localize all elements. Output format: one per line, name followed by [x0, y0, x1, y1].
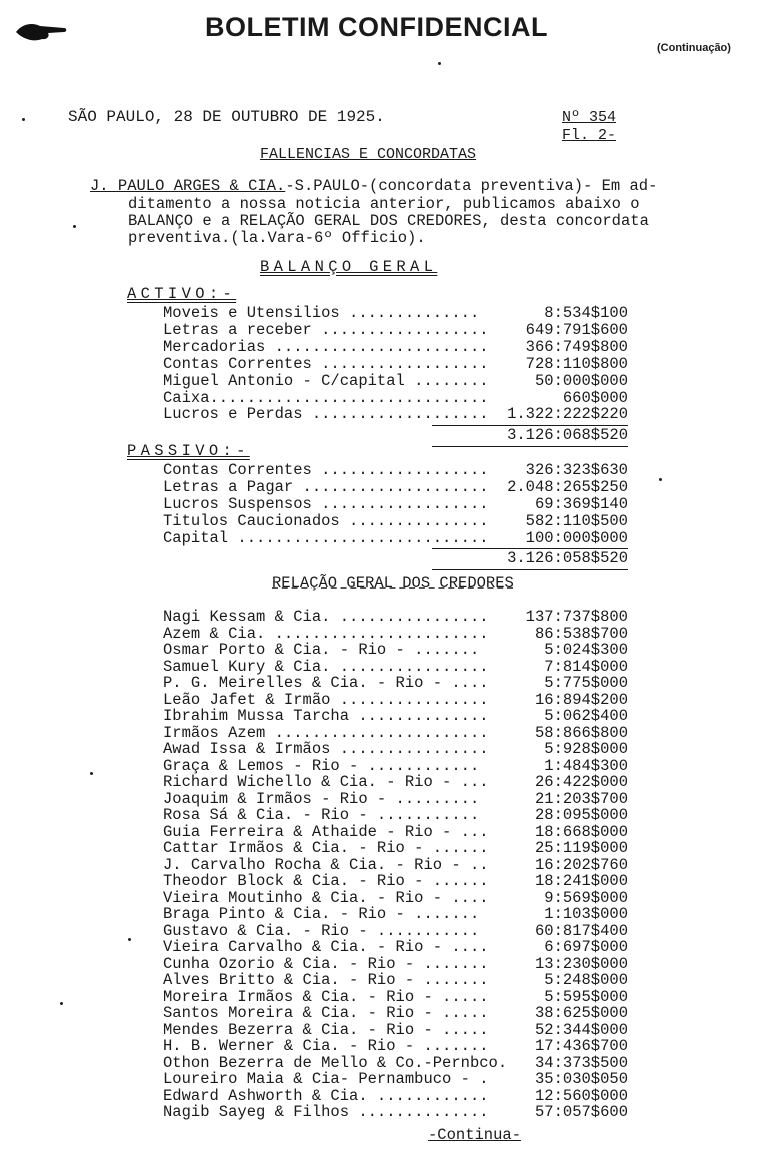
creditor-row: [163, 1055, 628, 1072]
creditor-label: Awad Issa & Irmãos ................: [163, 740, 489, 758]
activo-item-value: 660$000: [562, 388, 628, 407]
activo-heading: ACTIVO:-: [127, 285, 237, 303]
creditor-value: 5:248$000: [544, 971, 628, 989]
creditor-label: J. Carvalho Rocha & Cia. - Rio - ..: [163, 855, 489, 874]
creditor-value: 35:030$050: [534, 1070, 628, 1088]
activo-item-row: [163, 322, 628, 339]
creditor-label: Moreira Irmãos & Cia. - Rio - .....: [163, 987, 489, 1006]
passivo-item-row: [163, 513, 628, 530]
creditor-row: [163, 774, 628, 791]
creditor-value: 18:241$000: [534, 872, 628, 890]
passivo-item-row: [163, 530, 628, 547]
creditor-row: [163, 1071, 628, 1088]
creditor-row: [163, 642, 628, 659]
creditor-row: [163, 1022, 628, 1039]
activo-item-label: Mercadorias .......................: [163, 337, 489, 356]
creditor-label: P. G. Meirelles & Cia. - Rio - ....: [163, 674, 489, 692]
bulletin-title: BOLETIM CONFIDENCIAL: [205, 12, 548, 42]
creditor-row: [163, 708, 628, 725]
creditor-row: [163, 939, 628, 956]
issue-number: Nº 354: [562, 109, 617, 126]
balance-title: BALANÇO GERAL: [260, 258, 438, 276]
creditor-label: Leão Jafet & Irmão ................: [163, 690, 489, 709]
creditor-label: Mendes Bezerra & Cia. - Rio - .....: [163, 1020, 489, 1039]
creditor-label: Ibrahim Mussa Tarcha ..............: [163, 707, 489, 725]
activo-item-row: [163, 356, 628, 373]
creditor-row: [163, 972, 628, 989]
creditor-value: 1:484$300: [544, 756, 628, 775]
activo-item-row: [163, 373, 628, 390]
passivo-item-row: [163, 496, 628, 513]
creditor-label: Cattar Irmãos & Cia. - Rio - ......: [163, 839, 489, 857]
creditor-row: [163, 857, 628, 874]
passivo-item-label: Lucros Suspensos ..................: [163, 494, 489, 513]
activo-item-value: 366:749$800: [525, 337, 628, 356]
creditor-row: [163, 890, 628, 907]
creditor-value: 25:119$000: [534, 839, 628, 857]
creditor-value: 1:103$000: [544, 905, 628, 923]
creditor-label: Vieira Moutinho & Cia. - Rio - ....: [163, 888, 489, 907]
creditor-row: [163, 956, 628, 973]
creditor-label: Vieira Carvalho & Cia. - Rio - ....: [163, 938, 489, 956]
creditor-row: [163, 923, 628, 940]
creditor-row: [163, 791, 628, 808]
creditor-value: 5:595$000: [544, 987, 628, 1006]
activo-item-label: Caixa..............................: [163, 388, 489, 407]
passivo-item-row: [163, 479, 628, 496]
creditor-value: 16:202$760: [534, 855, 628, 874]
passivo-item-value: 326:323$630: [525, 461, 628, 479]
creditor-label: Osmar Porto & Cia. - Rio - .......: [163, 641, 480, 659]
creditor-row: [163, 873, 628, 890]
activo-item-label: Letras a receber ..................: [163, 320, 489, 339]
passivo-item-value: 582:110$500: [525, 511, 628, 530]
passivo-item-label: Letras a Pagar ....................: [163, 477, 489, 496]
activo-item-value: 8:534$100: [544, 304, 628, 322]
section-title: FALLENCIAS E CONCORDATAS: [260, 146, 477, 163]
creditor-value: 60:817$400: [534, 921, 628, 940]
passivo-total: 3.126:058$520: [507, 549, 628, 567]
activo-item-row: [163, 390, 628, 407]
passivo-heading: PASSIVO:-: [127, 442, 250, 460]
company-name: J. PAULO ARGES & CIA.: [90, 177, 286, 195]
creditor-row: [163, 675, 628, 692]
activo-item-row: [163, 406, 628, 423]
creditor-label: Cunha Ozorio & Cia. - Rio - .......: [163, 954, 489, 973]
creditor-value: 6:697$000: [544, 938, 628, 956]
creditor-value: 21:203$700: [534, 789, 628, 808]
creditor-value: 17:436$700: [534, 1037, 628, 1055]
creditor-row: [163, 626, 628, 643]
creditor-value: 57:057$600: [534, 1103, 628, 1121]
passivo-item-row: [163, 462, 628, 479]
continuation-note: (Continuação): [657, 42, 731, 54]
scan-speck: [73, 225, 76, 228]
creditor-label: Samuel Kury & Cia. ................: [163, 657, 489, 676]
creditor-label: Santos Moreira & Cia. - Rio - .....: [163, 1004, 489, 1022]
creditor-value: 7:814$000: [544, 657, 628, 676]
creditor-row: [163, 1104, 628, 1121]
creditor-row: [163, 741, 628, 758]
creditor-value: 52:344$000: [534, 1020, 628, 1039]
passivo-item-label: Capital ...........................: [163, 528, 489, 547]
paragraph-line-4: preventiva.(la.Vara-6º Officio).: [128, 229, 426, 247]
continued-marker: -Continua-: [428, 1126, 522, 1144]
date-line: SÃO PAULO, 28 DE OUTUBRO DE 1925.: [68, 108, 385, 126]
creditors-title: RELAÇÃO GERAL DOS CREDORES: [272, 574, 514, 592]
scan-speck: [128, 938, 131, 941]
passivo-total-double-rule: [432, 569, 628, 570]
creditor-label: H. B. Werner & Cia. - Rio - .......: [163, 1037, 489, 1055]
creditor-value: 58:866$800: [534, 723, 628, 742]
creditor-row: [163, 725, 628, 742]
creditor-value: 13:230$000: [534, 954, 628, 973]
creditor-row: [163, 1038, 628, 1055]
passivo-item-label: Titulos Caucionados ...............: [163, 511, 489, 530]
activo-item-value: 649:791$600: [525, 320, 628, 339]
activo-item-label: Lucros e Perdas ...................: [163, 405, 489, 424]
passivo-item-value: 100:000$000: [525, 528, 628, 547]
creditor-value: 5:775$000: [544, 674, 628, 692]
activo-item-value: 50:000$000: [534, 371, 628, 390]
scan-speck: [659, 478, 662, 481]
creditor-label: Edward Ashworth & Cia. ............: [163, 1086, 489, 1105]
scan-speck: [60, 1002, 63, 1005]
creditor-label: Nagib Sayeg & Filhos ..............: [163, 1103, 489, 1121]
activo-item-value: 728:110$800: [525, 354, 628, 373]
passivo-item-label: Contas Correntes ..................: [163, 461, 489, 479]
creditor-label: Rosa Sá & Cia. - Rio - ...........: [163, 806, 480, 824]
creditor-label: Irmãos Azem .......................: [163, 723, 489, 742]
paragraph-line-3: BALANÇO e a RELAÇÃO GERAL DOS CREDORES, desta concordata: [128, 212, 649, 230]
page-number: Fl. 2-: [562, 127, 617, 144]
creditor-value: 5:062$400: [544, 707, 628, 725]
creditor-value: 9:569$000: [544, 888, 628, 907]
creditor-label: Guia Ferreira & Athaide - Rio - ...: [163, 822, 489, 841]
creditor-label: Othon Bezerra de Mello & Co.-Pernbco.: [163, 1053, 508, 1072]
activo-item-label: Contas Correntes ..................: [163, 354, 489, 373]
creditor-row: [163, 906, 628, 923]
paragraph-line-2: ditamento a nossa noticia anterior, publicamos abaixo o: [128, 195, 640, 213]
activo-item-label: Moveis e Utensilios ..............: [163, 304, 480, 322]
activo-item-row: [163, 339, 628, 356]
creditor-value: 34:373$500: [534, 1053, 628, 1072]
creditor-value: 16:894$200: [534, 690, 628, 709]
creditor-row: [163, 659, 628, 676]
creditor-label: Braga Pinto & Cia. - Rio - .......: [163, 905, 480, 923]
creditor-value: 12:560$000: [534, 1086, 628, 1105]
pointing-hand-icon: [14, 18, 68, 44]
passivo-item-value: 69:369$140: [534, 494, 628, 513]
creditor-row: [163, 824, 628, 841]
creditor-label: Loureiro Maia & Cia- Pernambuco - .: [163, 1070, 489, 1088]
creditor-value: 28:095$000: [534, 806, 628, 824]
creditor-row: [163, 1005, 628, 1022]
creditor-row: [163, 692, 628, 709]
activo-item-value: 1.322:222$220: [507, 405, 628, 424]
scan-speck: [90, 772, 93, 775]
creditor-label: Joaquim & Irmãos - Rio - .........: [163, 789, 480, 808]
activo-item-row: [163, 305, 628, 322]
creditor-value: 38:625$000: [534, 1004, 628, 1022]
creditor-value: 5:928$000: [544, 740, 628, 758]
creditor-row: [163, 1088, 628, 1105]
passivo-item-value: 2.048:265$250: [507, 477, 628, 496]
creditor-label: Richard Wichello & Cia. - Rio - ...: [163, 773, 489, 791]
creditor-row: [163, 807, 628, 824]
activo-item-label: Miguel Antonio - C/capital ........: [163, 371, 489, 390]
creditor-row: [163, 609, 628, 626]
paragraph-line-1-rest: -S.PAULO-(concordata preventiva)- Em ad-: [285, 177, 658, 195]
creditor-label: Theodor Block & Cia. - Rio - ......: [163, 872, 489, 890]
creditor-label: Graça & Lemos - Rio - ............: [163, 756, 480, 775]
scan-speck: [438, 62, 441, 65]
activo-total-double-rule: [432, 446, 628, 447]
paragraph-line-1: [90, 178, 657, 195]
creditor-value: 5:024$300: [544, 641, 628, 659]
creditor-label: Gustavo & Cia. - Rio - ...........: [163, 921, 480, 940]
activo-total: 3.126:068$520: [507, 426, 628, 444]
creditor-row: [163, 758, 628, 775]
creditor-label: Alves Britto & Cia. - Rio - .......: [163, 971, 489, 989]
creditor-label: Nagi Kessam & Cia. ................: [163, 608, 489, 626]
creditor-value: 137:737$800: [525, 608, 628, 626]
creditor-label: Azem & Cia. .......................: [163, 624, 489, 643]
creditor-value: 26:422$000: [534, 773, 628, 791]
creditor-value: 18:668$000: [534, 822, 628, 841]
creditor-value: 86:538$700: [534, 624, 628, 643]
creditor-row: [163, 989, 628, 1006]
scan-speck: [22, 118, 25, 121]
creditor-row: [163, 840, 628, 857]
